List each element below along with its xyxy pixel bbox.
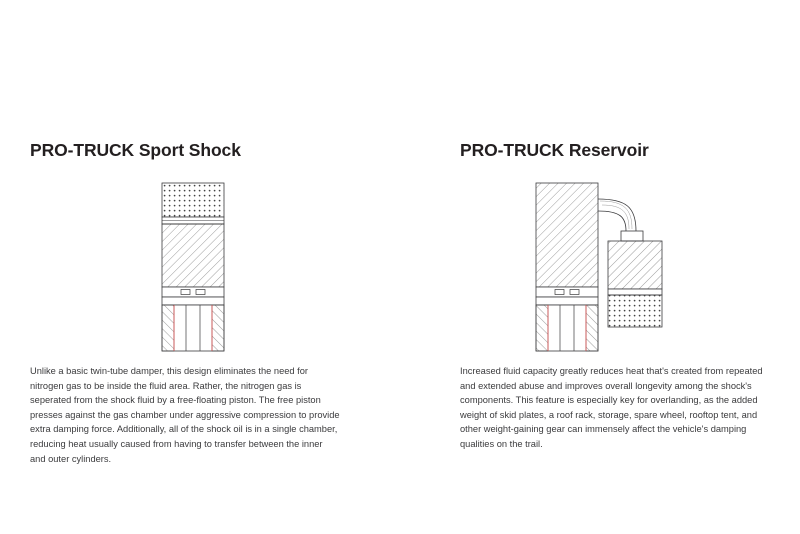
reservoir-oil-section — [608, 241, 662, 289]
column-reservoir — [460, 140, 780, 452]
free-floating-piston — [162, 217, 224, 224]
body-text-sport-shock: Unlike a basic twin-tube damper, this design eliminates the need for nitrogen gas to be inside the fluid area. Rather, the nitrogen gas is seperated from the shock fluid by a free-floating piston. The free piston presses against the gas chamber under aggressive compression to provide extra damping force. Additionally, all of the shock oil is in a single chamber, reducing heat usually caused from having to transfer between the inner and outer cylinders. — [30, 366, 340, 464]
main-piston-assembly — [162, 287, 224, 297]
shock-body-oil-section — [536, 183, 598, 287]
reservoir-diagram — [528, 179, 780, 364]
main-piston-assembly — [536, 287, 598, 297]
reservoir-cap — [621, 231, 643, 241]
page-title-sport-shock: PRO-TRUCK Sport Shock — [30, 140, 241, 160]
lower-body-section — [162, 297, 224, 351]
body-text-reservoir: Increased fluid capacity greatly reduces heat that's created from repeated and extended abuse and improves overall longevity among the shock's components. This feature is especially key for overlanding, as the added weight of skid plates, a roof rack, storage, spare wheel, rooftop tent, and other weight-gaining gear can immensely affect the vehicle's damping qualities on the trail. — [460, 366, 763, 449]
reservoir-hose — [598, 199, 636, 231]
gas-chamber-section — [162, 183, 224, 217]
sport-shock-diagram — [148, 179, 350, 364]
oil-chamber-section — [162, 224, 224, 287]
reservoir-floating-piston — [608, 289, 662, 295]
shock-lower-body-section — [536, 297, 598, 351]
reservoir-gas-chamber — [608, 295, 662, 327]
column-sport-shock — [30, 140, 350, 466]
page-title-reservoir: PRO-TRUCK Reservoir — [460, 140, 649, 160]
